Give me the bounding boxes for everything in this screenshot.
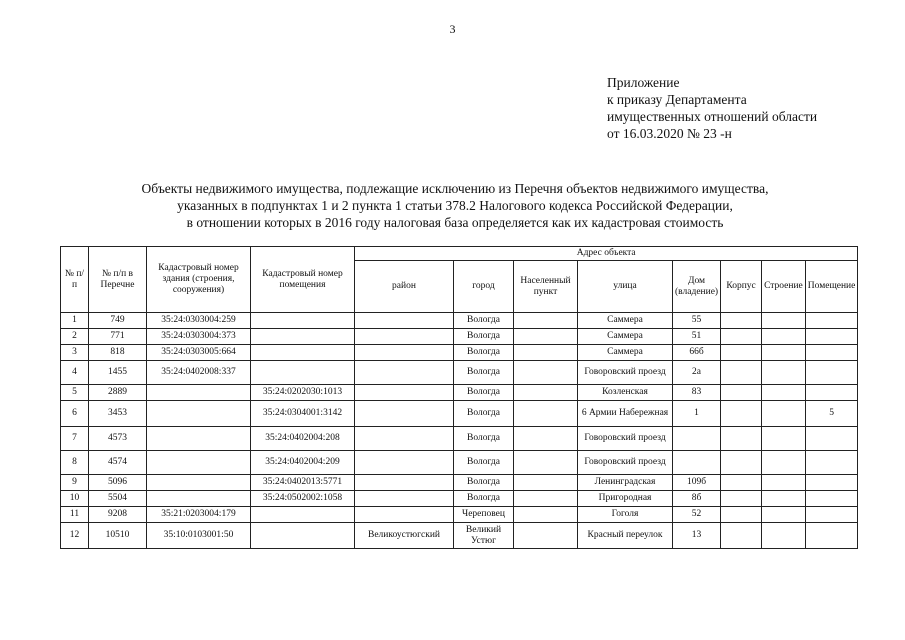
cell-settlement [514,361,578,385]
cell-street: Говоровский проезд [578,427,673,451]
table-row [61,491,858,507]
objects-table [60,246,858,549]
cell-num: 11 [61,507,89,523]
cell-settlement [514,427,578,451]
cell-room-cad: 35:24:0402013:5771 [251,475,355,491]
cell-house: 66б [673,345,721,361]
cell-num: 2 [61,329,89,345]
header-block: Корпус [721,261,762,313]
cell-house: 8б [673,491,721,507]
cell-structure [762,507,806,523]
cell-list-num: 749 [89,313,147,329]
cell-settlement [514,491,578,507]
table-row [61,507,858,523]
cell-building: 35:24:0303004:373 [147,329,251,345]
cell-block [721,401,762,427]
cell-house: 55 [673,313,721,329]
appendix-line-4: от 16.03.2020 № 23 -н [607,126,732,141]
cell-block [721,361,762,385]
cell-building: 35:10:0103001:50 [147,523,251,549]
cell-settlement [514,401,578,427]
cell-building: 35:24:0303004:259 [147,313,251,329]
cell-room [805,329,858,345]
table-row [61,475,858,491]
cell-room [805,427,858,451]
header-address: Адрес объекта [355,247,858,261]
appendix-line-3: имущественных отношений области [607,109,818,124]
title-line-1: Объекты недвижимого имущества, подлежащие исключению из Перечня объектов недвижимого имущества, [141,181,769,196]
cell-num: 9 [61,475,89,491]
cell-district [355,427,454,451]
cell-structure [762,523,806,549]
cell-settlement [514,329,578,345]
cell-district [355,345,454,361]
cell-district [355,361,454,385]
cell-settlement [514,475,578,491]
table-row [61,361,858,385]
cell-street: 6 Армии Набережная [578,401,673,427]
cell-room-cad [251,329,355,345]
table-row [61,523,858,549]
cell-city: Вологда [454,385,514,401]
table-row [61,329,858,345]
cell-city: Вологда [454,451,514,475]
cell-structure [762,385,806,401]
cell-city: Вологда [454,475,514,491]
cell-room-cad: 35:24:0304001:3142 [251,401,355,427]
cell-district [355,475,454,491]
cell-structure [762,451,806,475]
cell-block [721,345,762,361]
cell-building: 35:24:0402008:337 [147,361,251,385]
cell-street: Красный переулок [578,523,673,549]
cell-structure [762,313,806,329]
cell-list-num: 1455 [89,361,147,385]
cell-street: Саммера [578,329,673,345]
cell-city: Вологда [454,427,514,451]
cell-house: 13 [673,523,721,549]
cell-street: Ленинградская [578,475,673,491]
cell-room-cad [251,345,355,361]
cell-structure [762,329,806,345]
cell-list-num: 2889 [89,385,147,401]
cell-list-num: 3453 [89,401,147,427]
cell-building [147,401,251,427]
cell-building: 35:24:0303005:664 [147,345,251,361]
header-city: город [454,261,514,313]
cell-city: Вологда [454,345,514,361]
cell-house: 1 [673,401,721,427]
cell-room [805,345,858,361]
header-district: район [355,261,454,313]
appendix-line-2: к приказу Департамента [607,92,747,107]
table-row [61,401,858,427]
cell-district [355,507,454,523]
cell-block [721,329,762,345]
table-row [61,427,858,451]
cell-settlement [514,523,578,549]
cell-block [721,491,762,507]
cell-district [355,491,454,507]
cell-street: Саммера [578,313,673,329]
cell-num: 4 [61,361,89,385]
cell-num: 6 [61,401,89,427]
cell-structure [762,401,806,427]
cell-room [805,491,858,507]
title-line-3: в отношении которых в 2016 году налоговая база определяется как их кадастровая стоимость [186,215,724,230]
cell-district [355,451,454,475]
table-row [61,385,858,401]
cell-room [805,451,858,475]
document-title [60,180,850,231]
cell-structure [762,427,806,451]
cell-list-num: 4573 [89,427,147,451]
cell-city: Вологда [454,401,514,427]
cell-settlement [514,313,578,329]
cell-list-num: 771 [89,329,147,345]
cell-list-num: 5096 [89,475,147,491]
page-number: 3 [449,22,456,36]
cell-street: Говоровский проезд [578,361,673,385]
cell-room [805,361,858,385]
cell-block [721,385,762,401]
cell-building [147,451,251,475]
cell-city: Вологда [454,361,514,385]
cell-room-cad: 35:24:0402004:209 [251,451,355,475]
cell-room-cad [251,523,355,549]
cell-block [721,523,762,549]
cell-room-cad: 35:24:0202030:1013 [251,385,355,401]
cell-building [147,491,251,507]
cell-num: 1 [61,313,89,329]
objects-table-body [61,313,858,549]
cell-building [147,385,251,401]
cell-city: Вологда [454,491,514,507]
cell-city: Череповец [454,507,514,523]
cell-settlement [514,385,578,401]
cell-settlement [514,507,578,523]
cell-room [805,523,858,549]
cell-house: 109б [673,475,721,491]
cell-street: Козленская [578,385,673,401]
cell-room-cad [251,507,355,523]
cell-street: Гоголя [578,507,673,523]
cell-building [147,475,251,491]
cell-building [147,427,251,451]
cell-block [721,427,762,451]
cell-house [673,451,721,475]
cell-num: 12 [61,523,89,549]
cell-building: 35:21:0203004:179 [147,507,251,523]
cell-list-num: 818 [89,345,147,361]
cell-num: 7 [61,427,89,451]
appendix-block [607,74,817,142]
cell-room-cad: 35:24:0402004:208 [251,427,355,451]
table-row [61,313,858,329]
cell-room [805,507,858,523]
cell-house [673,427,721,451]
table-row [61,345,858,361]
cell-list-num: 5504 [89,491,147,507]
cell-room-cad [251,361,355,385]
cell-district [355,313,454,329]
cell-district [355,385,454,401]
cell-settlement [514,345,578,361]
header-num: № п/п [61,247,89,313]
cell-room-cad: 35:24:0502002:1058 [251,491,355,507]
cell-room [805,385,858,401]
cell-house: 2а [673,361,721,385]
cell-list-num: 4574 [89,451,147,475]
cell-num: 8 [61,451,89,475]
cell-street: Говоровский проезд [578,451,673,475]
cell-room-cad [251,313,355,329]
cell-city: Великий Устюг [454,523,514,549]
cell-house: 83 [673,385,721,401]
header-list-num: № п/п в Перечне [89,247,147,313]
header-house: Дом (владение) [673,261,721,313]
cell-room [805,313,858,329]
cell-block [721,507,762,523]
header-structure: Строение [762,261,806,313]
cell-structure [762,361,806,385]
cell-district [355,401,454,427]
cell-city: Вологда [454,329,514,345]
cell-structure [762,345,806,361]
cell-block [721,475,762,491]
cell-settlement [514,451,578,475]
cell-district: Великоустюгский [355,523,454,549]
header-settlement: Населенный пункт [514,261,578,313]
cell-num: 5 [61,385,89,401]
cell-street: Пригородная [578,491,673,507]
cell-structure [762,491,806,507]
header-row-1 [61,247,858,261]
cell-num: 10 [61,491,89,507]
cell-room [805,475,858,491]
appendix-line-1: Приложение [607,75,680,90]
cell-list-num: 9208 [89,507,147,523]
header-building-cadastral: Кадастровый номер здания (строения, сооружения) [147,247,251,313]
cell-structure [762,475,806,491]
header-room: Помещение [805,261,858,313]
title-line-2: указанных в подпунктах 1 и 2 пункта 1 статьи 378.2 Налогового кодекса Российской Федерации, [177,198,733,213]
cell-num: 3 [61,345,89,361]
cell-street: Саммера [578,345,673,361]
cell-house: 51 [673,329,721,345]
header-room-cadastral: Кадастровый номер помещения [251,247,355,313]
cell-district [355,329,454,345]
table-row [61,451,858,475]
cell-room: 5 [805,401,858,427]
cell-block [721,313,762,329]
cell-city: Вологда [454,313,514,329]
header-street: улица [578,261,673,313]
cell-list-num: 10510 [89,523,147,549]
cell-block [721,451,762,475]
cell-house: 52 [673,507,721,523]
